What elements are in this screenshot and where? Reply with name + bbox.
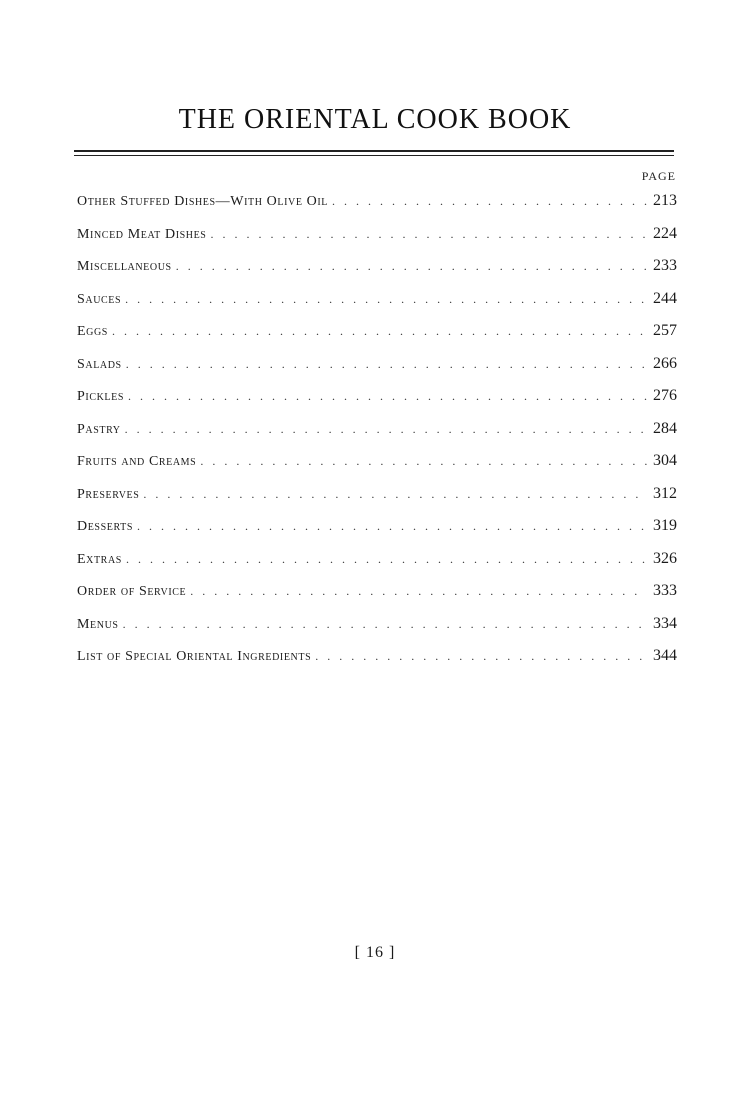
toc-entry-title: Order of Service xyxy=(77,584,187,599)
toc-leader-dots xyxy=(200,454,647,469)
toc-entry-page: 213 xyxy=(653,192,677,209)
toc-entry xyxy=(77,550,677,583)
toc-entry-title: Preserves xyxy=(77,486,140,502)
toc-leader-dots xyxy=(126,552,647,567)
toc-entry xyxy=(77,485,677,518)
toc-entry-page: 224 xyxy=(653,224,677,242)
toc-entry xyxy=(77,452,677,485)
running-head: THE ORIENTAL COOK BOOK xyxy=(178,104,572,135)
toc-entry-page: 304 xyxy=(653,452,677,469)
toc-entry-page: 233 xyxy=(653,257,677,274)
toc-entry xyxy=(77,355,677,388)
toc-entry-page: 276 xyxy=(653,387,677,404)
toc-entry-page: 334 xyxy=(653,614,677,632)
toc-leader-dots xyxy=(190,584,647,599)
toc-entry-title: List of Special Oriental Ingredients xyxy=(77,649,312,664)
toc-entry-page: 344 xyxy=(653,647,677,664)
toc-leader-dots xyxy=(125,422,647,437)
toc-entry-title: Extras xyxy=(77,551,122,567)
toc-entry-title: Other Stuffed Dishes—With Olive Oil xyxy=(77,194,328,209)
toc-leader-dots xyxy=(125,292,647,307)
toc-leader-dots xyxy=(143,487,647,502)
toc-entry-page: 257 xyxy=(653,322,677,339)
toc-entry-title: Sauces xyxy=(77,291,122,307)
toc-leader-dots xyxy=(112,324,647,339)
toc-entry-page: 244 xyxy=(653,289,677,307)
toc-leader-dots xyxy=(176,259,647,274)
toc-entry-title: Desserts xyxy=(77,519,133,534)
toc-entry-title: Pickles xyxy=(77,389,124,404)
toc-entry xyxy=(77,517,677,550)
toc-entry-title: Minced Meat Dishes xyxy=(77,226,207,242)
toc-entry xyxy=(77,192,677,225)
toc-leader-dots xyxy=(137,519,647,534)
toc-entry xyxy=(77,290,677,323)
toc-entry-title: Pastry xyxy=(77,421,121,437)
toc-entry xyxy=(77,257,677,290)
toc-entry xyxy=(77,615,677,648)
toc-entry xyxy=(77,225,677,258)
toc-leader-dots xyxy=(126,357,647,372)
toc-entry xyxy=(77,420,677,453)
header-rule-thin xyxy=(74,155,674,156)
toc-leader-dots xyxy=(123,617,647,632)
toc-entry xyxy=(77,387,677,420)
toc-entry-title: Menus xyxy=(77,616,119,632)
page-number: [ 16 ] xyxy=(354,944,396,961)
toc-entry-page: 312 xyxy=(653,484,677,502)
toc-leader-dots xyxy=(210,227,647,242)
toc-leader-dots xyxy=(128,389,647,404)
page-column-label: PAGE xyxy=(641,169,676,183)
toc-entry-page: 326 xyxy=(653,549,677,567)
toc-entry-title: Eggs xyxy=(77,324,108,339)
toc-entry xyxy=(77,582,677,615)
toc-leader-dots xyxy=(315,649,647,664)
header-rule xyxy=(74,150,674,152)
toc-entry-title: Salads xyxy=(77,356,122,372)
toc-entry-page: 266 xyxy=(653,354,677,372)
toc-entry xyxy=(77,647,677,680)
toc-entry-page: 333 xyxy=(653,582,677,599)
table-of-contents xyxy=(77,192,677,680)
toc-entry-title: Fruits and Creams xyxy=(77,454,197,469)
toc-entry xyxy=(77,322,677,355)
toc-entry-page: 319 xyxy=(653,517,677,534)
toc-entry-page: 284 xyxy=(653,419,677,437)
toc-leader-dots xyxy=(332,194,647,209)
toc-entry-title: Miscellaneous xyxy=(77,259,172,274)
